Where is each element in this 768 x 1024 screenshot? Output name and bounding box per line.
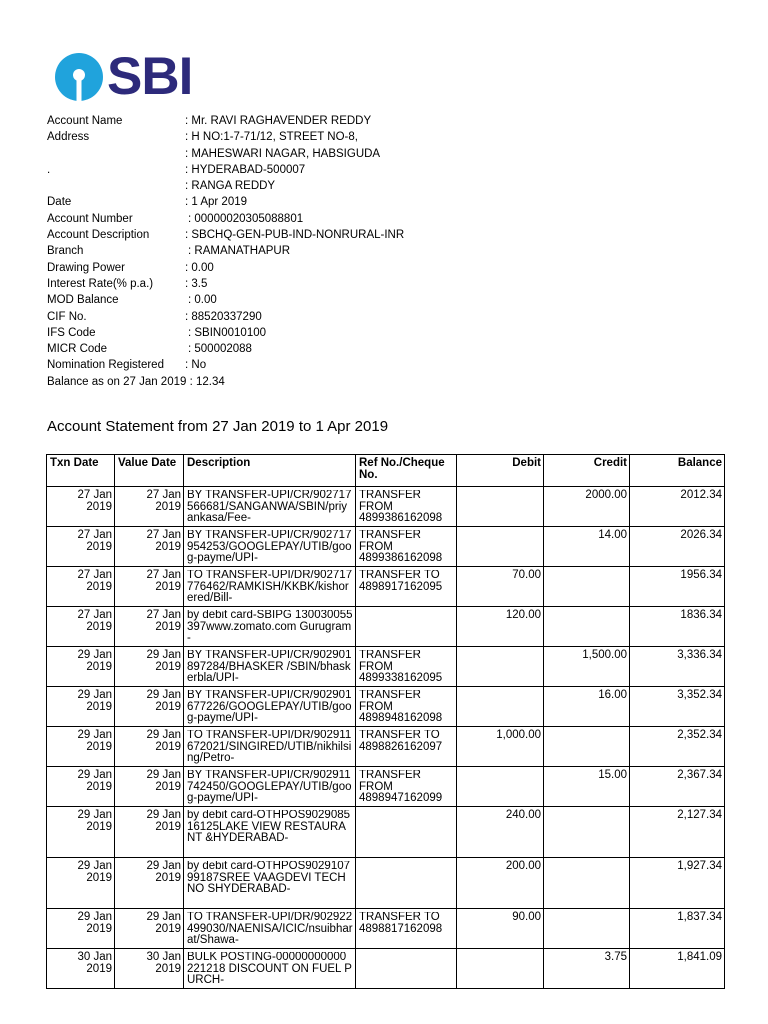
- ref-cell-text: TRANSFER FROM 4899386162098: [359, 490, 443, 524]
- balance-cell: 2026.34: [630, 527, 725, 567]
- account-info-value: : H NO:1-7-71/12, STREET NO-8,: [185, 131, 358, 144]
- balance-cell: 2,367.34: [630, 767, 725, 807]
- description-cell: [184, 767, 356, 807]
- table-header-row: [47, 455, 725, 487]
- account-info-label: Drawing Power: [47, 261, 125, 274]
- debit-cell: [457, 527, 544, 567]
- txn-date-cell: 29 Jan 2019: [47, 727, 115, 767]
- account-info-value: : 500002088: [188, 343, 252, 356]
- ref-cell-text: TRANSFER TO 4898917162095: [359, 570, 443, 593]
- ref-cell-text: TRANSFER TO 4898817162098: [359, 912, 443, 935]
- description-cell: [184, 567, 356, 607]
- account-info-value: : RAMANATHAPUR: [188, 245, 291, 258]
- ref-cell: [356, 767, 457, 807]
- txn-date-cell: 27 Jan 2019: [47, 487, 115, 527]
- txn-date-cell: 27 Jan 2019: [47, 567, 115, 607]
- table-row: [47, 949, 725, 989]
- account-info-label: MICR Code: [47, 343, 108, 356]
- credit-cell: [544, 807, 630, 858]
- sbi-logo-text: SBI: [107, 47, 193, 106]
- balance-cell: 1956.34: [630, 567, 725, 607]
- sbi-keyhole-icon: [55, 53, 103, 101]
- account-info-label: MOD Balance: [47, 294, 119, 307]
- balance-cell: 1,841.09: [630, 949, 725, 989]
- table-row: [47, 527, 725, 567]
- credit-cell: [544, 567, 630, 607]
- credit-cell: 2000.00: [544, 487, 630, 527]
- credit-cell: [544, 858, 630, 909]
- balance-cell: 1836.34: [630, 607, 725, 647]
- account-info-label: Account Name: [47, 115, 123, 127]
- description-cell: [184, 687, 356, 727]
- account-info-label: IFS Code: [47, 326, 96, 339]
- ref-cell: [356, 567, 457, 607]
- account-info-label: Account Number: [47, 212, 133, 225]
- balance-cell: 1,837.34: [630, 909, 725, 949]
- table-row: [47, 807, 725, 858]
- value-date-cell: 29 Jan 2019: [115, 647, 184, 687]
- balance-cell: 2012.34: [630, 487, 725, 527]
- description-cell-text: by debit card-SBIPG 130030055397www.zomato.com Gurugram-: [187, 610, 353, 644]
- account-info-label: Nomination Registered: [47, 359, 164, 372]
- account-info-value: : 3.5: [185, 277, 208, 290]
- statement-title: Account Statement from 27 Jan 2019 to 1 Apr 2019: [47, 418, 389, 435]
- table-row: [47, 607, 725, 647]
- balance-cell: 3,352.34: [630, 687, 725, 727]
- table-row: [47, 487, 725, 527]
- description-cell-text: BY TRANSFER-UPI/CR/902911742450/GOOGLEPAY/UTIB/goog-payme/UPI-: [187, 770, 352, 804]
- account-info-value: : 00000020305088801: [188, 212, 304, 225]
- table-row: [47, 647, 725, 687]
- account-info-label: CIF No.: [47, 310, 87, 323]
- account-info-label: .: [47, 163, 51, 176]
- txn-date-cell: 29 Jan 2019: [47, 807, 115, 858]
- ref-cell-text: TRANSFER FROM 4898948162098: [359, 690, 443, 724]
- ref-cell-text: TRANSFER FROM 4898947162099: [359, 770, 443, 804]
- ref-cell: [356, 909, 457, 949]
- table-row: [47, 687, 725, 727]
- ref-cell: [356, 727, 457, 767]
- account-info-value: : 0.00: [188, 294, 217, 307]
- ref-cell-text: TRANSFER FROM 4899338162095: [359, 650, 443, 684]
- account-info-value: : MAHESWARI NAGAR, HABSIGUDA: [185, 147, 381, 160]
- ref-cell: [356, 527, 457, 567]
- description-cell: [184, 647, 356, 687]
- txn-date-cell: 29 Jan 2019: [47, 858, 115, 909]
- balance-as-on-text: Balance as on 27 Jan 2019 : 12.34: [47, 375, 225, 388]
- debit-cell: 240.00: [457, 807, 544, 858]
- value-date-cell: 27 Jan 2019: [115, 607, 184, 647]
- description-cell-text: BY TRANSFER-UPI/CR/902717566681/SANGANWA/SBIN/priyankasa/Fee-: [187, 490, 352, 524]
- account-info-label: Branch: [47, 245, 84, 258]
- account-info-value: : 1 Apr 2019: [185, 196, 248, 209]
- debit-cell: 90.00: [457, 909, 544, 949]
- ref-cell-text: TRANSFER TO 4898826162097: [359, 730, 443, 753]
- debit-cell: 200.00: [457, 858, 544, 909]
- description-cell: [184, 949, 356, 989]
- credit-cell: [544, 727, 630, 767]
- txn-date-cell: 29 Jan 2019: [47, 767, 115, 807]
- ref-cell-text: TRANSFER FROM 4899386162098: [359, 530, 443, 564]
- balance-cell: 1,927.34: [630, 858, 725, 909]
- debit-cell: [457, 949, 544, 989]
- header-description: Description: [184, 455, 356, 487]
- balance-cell: 2,127.34: [630, 807, 725, 858]
- txn-date-cell: 29 Jan 2019: [47, 687, 115, 727]
- description-cell-text: BY TRANSFER-UPI/CR/902901677226/GOOGLEPAY/UTIB/goog-payme/UPI-: [187, 690, 352, 724]
- ref-cell: [356, 858, 457, 909]
- account-info-label: Interest Rate(% p.a.): [47, 277, 154, 290]
- debit-cell: [457, 687, 544, 727]
- balance-cell: 2,352.34: [630, 727, 725, 767]
- table-row: [47, 767, 725, 807]
- ref-cell: [356, 607, 457, 647]
- table-row: [47, 909, 725, 949]
- debit-cell: 70.00: [457, 567, 544, 607]
- txn-date-cell: 29 Jan 2019: [47, 909, 115, 949]
- debit-cell: 120.00: [457, 607, 544, 647]
- table-row: [47, 727, 725, 767]
- debit-cell: [457, 487, 544, 527]
- description-cell: [184, 807, 356, 858]
- header-balance: Balance: [630, 455, 725, 487]
- ref-cell: [356, 807, 457, 858]
- header-value-date: Value Date: [115, 455, 184, 487]
- value-date-cell: 30 Jan 2019: [115, 949, 184, 989]
- description-cell: [184, 487, 356, 527]
- sbi-logo: [55, 47, 193, 106]
- value-date-cell: 27 Jan 2019: [115, 527, 184, 567]
- account-info-value: : RANGA REDDY: [185, 180, 276, 193]
- txn-date-cell: 29 Jan 2019: [47, 647, 115, 687]
- value-date-cell: 29 Jan 2019: [115, 767, 184, 807]
- value-date-cell: 29 Jan 2019: [115, 807, 184, 858]
- value-date-cell: 29 Jan 2019: [115, 727, 184, 767]
- header-debit: Debit: [457, 455, 544, 487]
- credit-cell: [544, 607, 630, 647]
- credit-cell: 16.00: [544, 687, 630, 727]
- value-date-cell: 29 Jan 2019: [115, 687, 184, 727]
- description-cell-text: TO TRANSFER-UPI/DR/902717776462/RAMKISH/KKBK/kishorered/Bill-: [187, 570, 353, 604]
- header-credit: Credit: [544, 455, 630, 487]
- ref-cell: [356, 687, 457, 727]
- debit-cell: 1,000.00: [457, 727, 544, 767]
- account-info-value: : SBCHQ-GEN-PUB-IND-NONRURAL-INR: [185, 229, 405, 242]
- account-info-value: : 88520337290: [185, 310, 262, 323]
- table-row: [47, 858, 725, 909]
- description-cell-text: BY TRANSFER-UPI/CR/902901897284/BHASKER /SBIN/bhaskerbla/UPI-: [187, 650, 352, 684]
- txn-date-cell: 27 Jan 2019: [47, 527, 115, 567]
- description-cell-text: TO TRANSFER-UPI/DR/902911672021/SINGIRED/UTIB/nikhilsing/Petro-: [187, 730, 352, 764]
- credit-cell: 1,500.00: [544, 647, 630, 687]
- ref-cell: [356, 949, 457, 989]
- account-info-value: : 0.00: [185, 261, 214, 274]
- debit-cell: [457, 767, 544, 807]
- credit-cell: [544, 909, 630, 949]
- value-date-cell: 29 Jan 2019: [115, 858, 184, 909]
- description-cell: [184, 909, 356, 949]
- credit-cell: 3.75: [544, 949, 630, 989]
- header-txn-date: Txn Date: [47, 455, 115, 487]
- description-cell: [184, 858, 356, 909]
- balance-cell: 3,336.34: [630, 647, 725, 687]
- description-cell-text: BULK POSTING-00000000000 221218 DISCOUNT ON FUEL PURCH-: [187, 952, 352, 986]
- ref-cell: [356, 647, 457, 687]
- credit-cell: 15.00: [544, 767, 630, 807]
- transactions-table: [46, 454, 725, 989]
- account-info-label: Account Description: [47, 229, 150, 242]
- txn-date-cell: 27 Jan 2019: [47, 607, 115, 647]
- description-cell: [184, 727, 356, 767]
- header-ref: Ref No./Cheque No.: [356, 455, 457, 487]
- debit-cell: [457, 647, 544, 687]
- account-info-value: : HYDERABAD-500007: [185, 163, 306, 176]
- value-date-cell: 29 Jan 2019: [115, 909, 184, 949]
- value-date-cell: 27 Jan 2019: [115, 567, 184, 607]
- description-cell-text: TO TRANSFER-UPI/DR/902922499030/NAENISA/ICIC/nsuibharat/Shawa-: [187, 912, 353, 946]
- description-cell-text: by debit card-OTHPOS902910799187SREE VAAGDEVI TECHNO SHYDERABAD-: [187, 861, 351, 895]
- credit-cell: 14.00: [544, 527, 630, 567]
- txn-date-cell: 30 Jan 2019: [47, 949, 115, 989]
- account-info-value: : No: [185, 359, 207, 372]
- ref-cell: [356, 487, 457, 527]
- account-info-value: : SBIN0010100: [188, 326, 267, 339]
- description-cell: [184, 527, 356, 567]
- account-info-label: Date: [47, 196, 72, 209]
- description-cell: [184, 607, 356, 647]
- table-row: [47, 567, 725, 607]
- description-cell-text: BY TRANSFER-UPI/CR/902717954253/GOOGLEPAY/UTIB/goog-payme/UPI-: [187, 530, 352, 564]
- account-info-label: Address: [47, 131, 90, 144]
- description-cell-text: by debit card-OTHPOS902908516125LAKE VIEW RESTAURANT &HYDERABAD-: [187, 810, 351, 844]
- account-info-value: : Mr. RAVI RAGHAVENDER REDDY: [185, 115, 372, 127]
- value-date-cell: 27 Jan 2019: [115, 487, 184, 527]
